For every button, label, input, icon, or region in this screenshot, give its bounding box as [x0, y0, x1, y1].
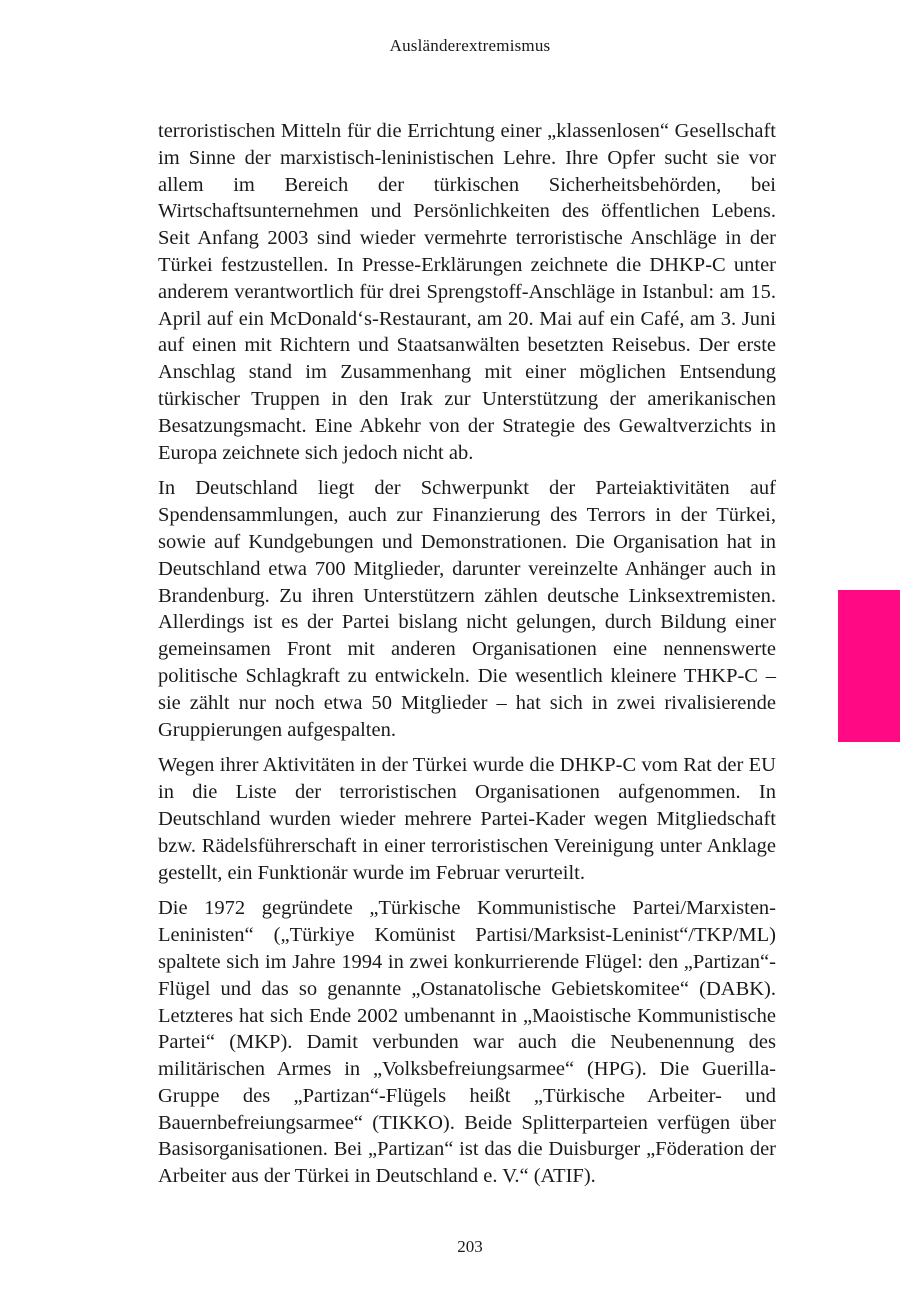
chapter-tab-marker [838, 590, 900, 742]
paragraph-4: Die 1972 gegründete „Türkische Kommunistische Partei/Marxisten-Leninisten“ („Türkiye Komünist Partisi/Marksist-Leninist“/TKP/ML) spaltete sich im Jahre 1994 in zwei konkurrierende Flügel: den „Partizan“-Flügel und das so genannte „Ostanatolische Gebietskomitee“ (DABK). Letzteres hat sich Ende 2002 umbenannt in „Maoistische Kommunistische Partei“ (MKP). Damit verbunden war auch die Neubenennung des militärischen Armes in „Volksbefreiungsarmee“ (HPG). Die Guerilla-Gruppe des „Partizan“-Flügels heißt „Türkische Arbeiter- und Bauernbefreiungsarmee“ (TIKKO). Beide Splitterparteien verfügen über Basisorganisationen. Bei „Partizan“ ist das die Duisburger „Föderation der Arbeiter aus der Türkei in Deutschland e. V.“ (ATIF). [158, 897, 776, 1188]
paragraph-3: Wegen ihrer Aktivitäten in der Türkei wurde die DHKP-C vom Rat der EU in die Liste der terroristischen Organisationen aufgenommen. In Deutschland wurden wieder mehrere Partei-Kader wegen Mitgliedschaft bzw. Rädelsführerschaft in einer terroristischen Vereinigung unter Anklage gestellt, ein Funktionär wurde im Februar verurteilt. [158, 754, 776, 884]
paragraph-2: In Deutschland liegt der Schwerpunkt der Parteiaktivitäten auf Spendensammlungen, auch zur Finanzierung des Terrors in der Türkei, sowie auf Kundgebungen und Demonstrationen. Die Organisation hat in Deutschland etwa 700 Mitglieder, darunter vereinzelte Anhänger auch in Brandenburg. Zu ihren Unterstützern zählen deutsche Linksextremisten. Allerdings ist es der Partei bislang nicht gelungen, durch Bildung einer gemeinsamen Front mit anderen Organisationen eine nennenswerte politische Schlagkraft zu entwickeln. Die wesentlich kleinere THKP-C – sie zählt nur noch etwa 50 Mitglieder – hat sich in zwei rivalisierende Gruppierungen aufgespalten. [158, 477, 776, 741]
running-header: Ausländerextremismus [389, 36, 551, 55]
page-number: 203 [457, 1237, 483, 1256]
paragraph-1: terroristischen Mitteln für die Errichtung einer „klassenlosen“ Gesellschaft im Sinne der marxistisch-leninistischen Lehre. Ihre Opfer sucht sie vor allem im Bereich der türkischen Sicherheitsbehörden, bei Wirtschaftsunternehmen und Persönlichkeiten des öffentlichen Lebens. Seit Anfang 2003 sind wieder vermehrte terroristische Anschläge in der Türkei festzustellen. In Presse-Erklärungen zeichnete die DHKP-C unter anderem verantwortlich für drei Sprengstoff-Anschläge in Istanbul: am 15. April auf ein McDonald‘s-Restaurant, am 20. Mai auf ein Café, am 3. Juni auf einen mit Richtern und Staatsanwälten besetzten Reisebus. Der erste Anschlag stand im Zusammenhang mit einer möglichen Entsendung türkischer Truppen in den Irak zur Unterstützung der amerikanischen Besatzungsmacht. Eine Abkehr von der Strategie des Gewaltverzichts in Europa zeichnete sich jedoch nicht ab. [158, 120, 776, 464]
body-text [158, 118, 776, 1199]
